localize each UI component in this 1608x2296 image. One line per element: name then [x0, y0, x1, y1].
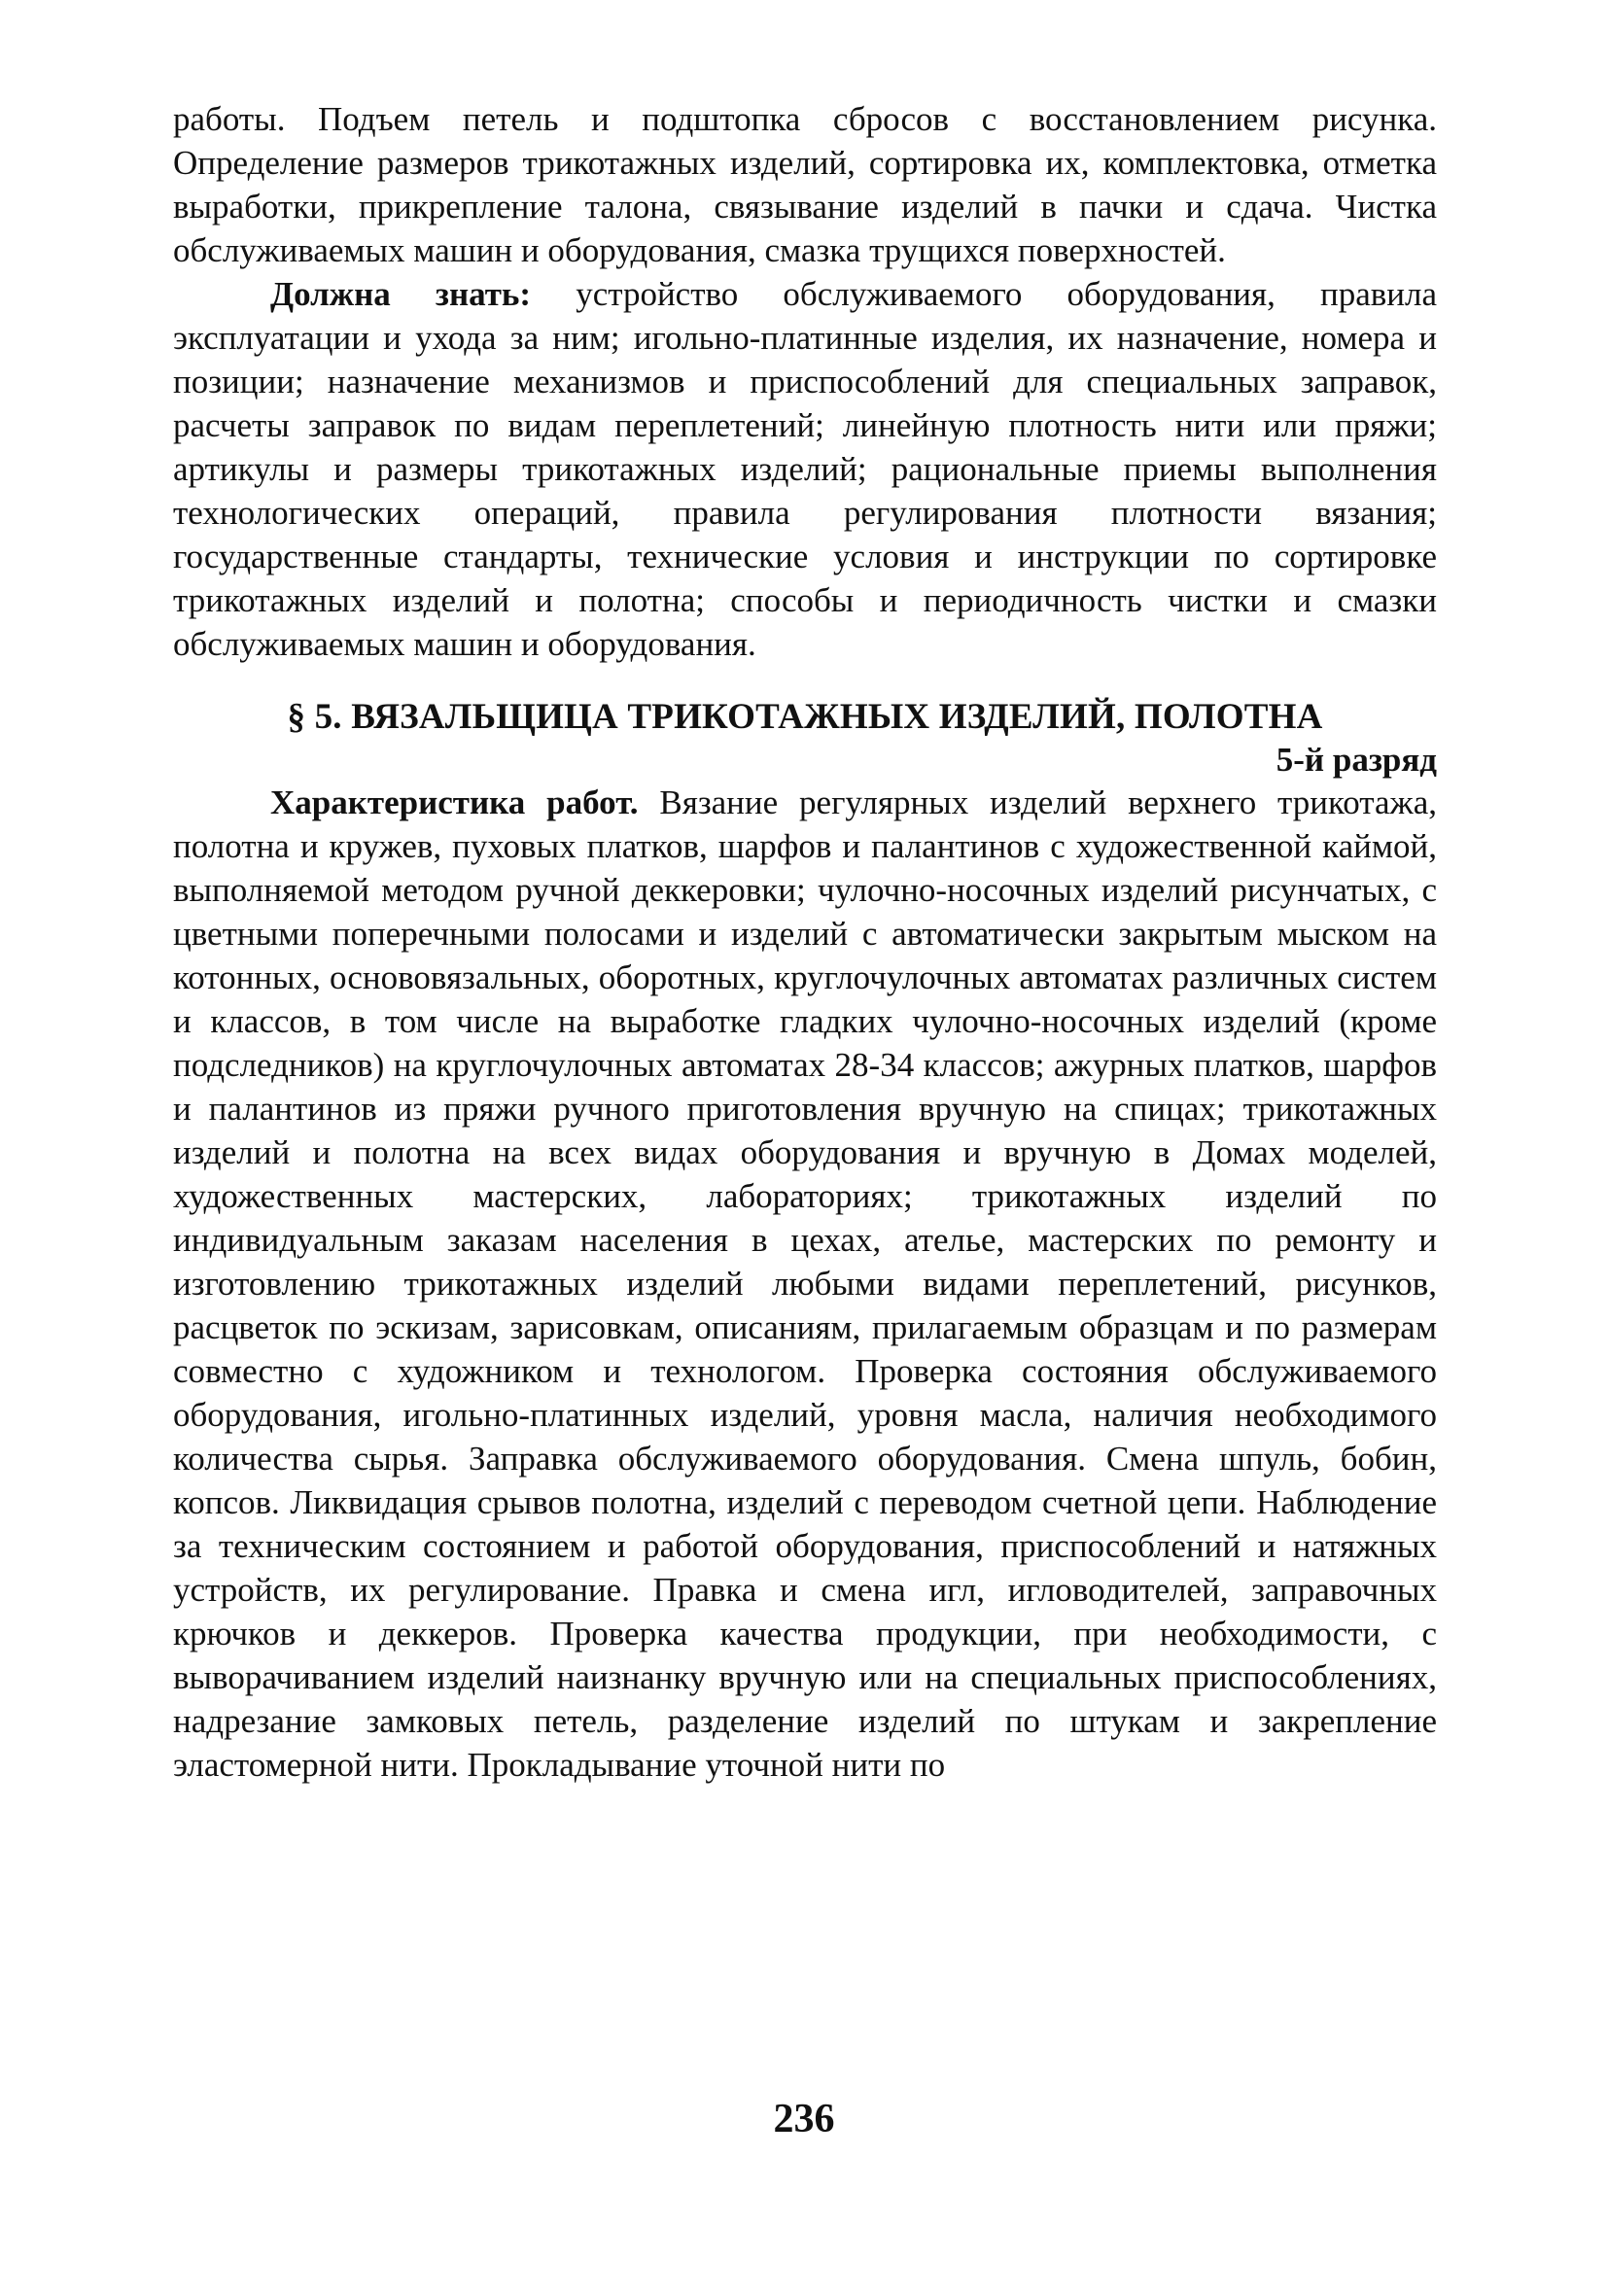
knowledge-text: устройство обслуживаемого оборудования, правила эксплуатации и ухода за ним; игольно-платинные изделия, их назначение, номера и позиции; назначение механизмов и приспособлений для специальных заправок, расчеты заправок по видам переплетений; линейную плотность нити или пряжи; артикулы и размеры трикотажных изделий; рациональные приемы выполнения технологических операций, правила регулирования плотности вязания; государственные стандарты, технические условия и инструкции по сортировке трикотажных изделий и полотна; способы и периодичность чистки и смазки обслуживаемых машин и оборудования. — [173, 275, 1438, 663]
characteristic-paragraph — [173, 781, 1437, 1787]
knowledge-lead: Должна знать: — [270, 275, 532, 313]
grade-label: 5-й разряд — [1276, 741, 1437, 779]
intro-paragraph: работы. Подъем петель и подштопка сбросов с восстановлением рисунка. Определение размеров трикотажных изделий, сортировка их, комплектовка, отметка выработки, прикрепление талона, связывание изделий в пачки и сдача. Чистка обслуживаемых машин и оборудования, смазка трущихся поверхностей. — [173, 100, 1437, 269]
characteristic-text: Вязание регулярных изделий верхнего трикотажа, полотна и кружев, пуховых платков, шарфов и палантинов с художественной каймой, выполняемой методом ручной деккеровки; чулочно-носочных изделий рисунчатых, с цветными поперечными полосами и изделий с автоматически закрытым мыском на котонных, основовязальных, оборотных, круглочулочных автоматах различных систем и классов, в том числе на выработке гладких чулочно-носочных изделий (кроме подследников) на круглочулочных автоматах 28-34 классов; ажурных платков, шарфов и палантинов из пряжи ручного приготовления вручную на спицах; трикотажных изделий и полотна на всех видах оборудования и вручную в Домах моделей, художественных мастерских, лабораториях; трикотажных изделий по индивидуальным заказам населения в цехах, ателье, мастерских по ремонту и изготовлению трикотажных изделий любыми видами переплетений, рисунков, расцветок по эскизам, зарисовкам, описаниям, прилагаемым образцам и по размерам совместно с художником и технологом. Проверка состояния обслуживаемого оборудования, игольно-платинных изделий, уровня масла, наличия необходимого количества сырья. Заправка обслуживаемого оборудования. Смена шпуль, бобин, копсов. Ликвидация срывов полотна, изделий с переводом счетной цепи. Наблюдение за техническим состоянием и работой оборудования, приспособлений и натяжных устройств, их регулирование. Правка и смена игл, игловодителей, заправочных крючков и деккеров. Проверка качества продукции, при необходимости, с выворачиванием изделий наизнанку вручную или на специальных приспособлениях, надрезание замковых петель, разделение изделий по штукам и закрепление эластомерной нити. Прокладывание уточной нити по — [173, 783, 1438, 1784]
knowledge-paragraph — [173, 272, 1437, 666]
characteristic-lead: Характеристика работ. — [270, 783, 639, 821]
page-body — [173, 97, 1437, 1787]
section-heading: § 5. ВЯЗАЛЬЩИЦА ТРИКОТАЖНЫХ ИЗДЕЛИЙ, ПОЛОТНА — [287, 697, 1323, 737]
page-number: 236 — [773, 2097, 835, 2141]
